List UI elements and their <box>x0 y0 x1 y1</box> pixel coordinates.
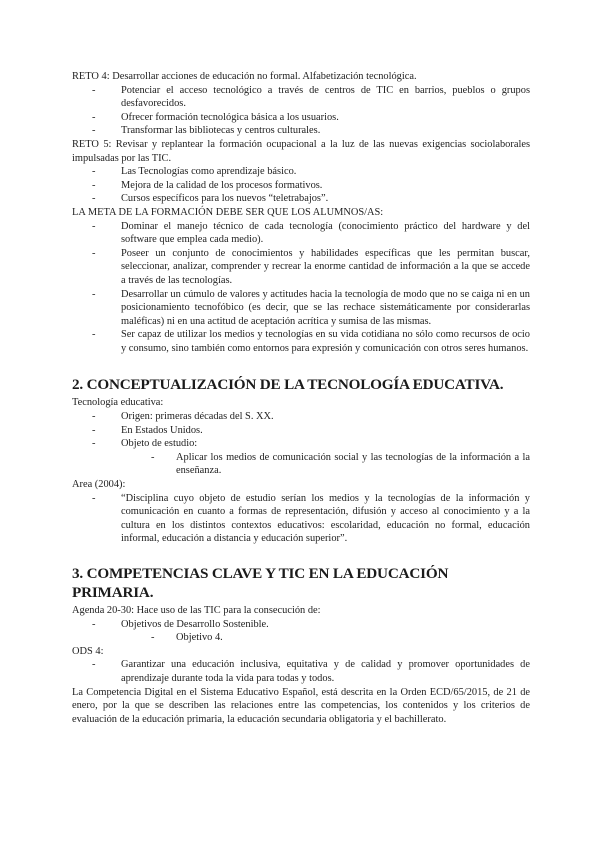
bullet-dash: - <box>92 125 96 137</box>
bullet-dash: - <box>92 220 96 232</box>
bullet-dash: - <box>92 438 96 450</box>
list-item: - Desarrollar un cúmulo de valores y actitudes hacia la tecnología de modo que no se caiga ni en un posicionamiento tecnofóbico (es decir, que se las rechace sistemáticamente por considerarlas maléficas) ni en una actitud de aceptación acrítica y sumisa de las mismas. <box>92 288 530 327</box>
section-2-list <box>72 410 530 478</box>
ods-list <box>72 658 530 685</box>
list-item: - Objetivos de Desarrollo Sostenible. - Objetivo 4. <box>112 618 530 645</box>
meta-list <box>72 220 530 356</box>
bullet-dash: - <box>92 179 96 191</box>
bullet-dash: - <box>92 111 96 123</box>
bullet-dash: - <box>92 288 96 300</box>
bullet-dash: - <box>92 659 96 671</box>
bullet-dash: - <box>92 247 96 259</box>
section-2-heading: 2. CONCEPTUALIZACIÓN DE LA TECNOLOGÍA EDUCATIVA. <box>72 376 504 394</box>
list-item: - Ofrecer formación tecnológica básica a los usuarios. <box>92 111 339 123</box>
area-label: Area (2004): <box>72 479 126 491</box>
bullet-dash: - <box>92 166 96 178</box>
section-2-sublist <box>121 451 530 478</box>
list-item: - Ser capaz de utilizar los medios y tecnologías en su vida cotidiana no sólo como recursos de ocio y consumo, sino también como entornos para expresión y comunicación con otros seres humanos. <box>92 329 530 354</box>
meta-title: LA META DE LA FORMACIÓN DEBE SER QUE LOS ALUMNOS/AS: <box>72 206 384 218</box>
sub-list-item: - Objetivo 4. <box>151 632 223 644</box>
list-item: - “Disciplina cuyo objeto de estudio serían los medios y la tecnologías de la información y comunicación en cuanto a formas de representación, difusión y acceso al conocimiento y a la cultura en los distintos contextos educativos: escolaridad, educación no formal, educación informal, educación a distancia y educación superior”. <box>92 492 530 545</box>
area-quote-list <box>72 492 530 546</box>
bullet-dash: - <box>92 411 96 423</box>
bullet-dash: - <box>92 492 96 504</box>
bullet-dash: - <box>92 329 96 341</box>
bullet-dash: - <box>151 632 155 644</box>
closing-paragraph: La Competencia Digital en el Sistema Educativo Español, está descrita en la Orden ECD/65/2015, de 21 de enero, por la que se describen las relaciones entre las competencias, los contenidos y los criterios de evaluación de la educación primaria, la educación secundaria obligatoria y el bachillerato. <box>72 686 530 725</box>
section-2-intro: Tecnología educativa: <box>72 397 164 409</box>
agenda-list <box>72 618 530 645</box>
section-3-heading: 3. COMPETENCIAS CLAVE Y TIC EN LA EDUCACIÓN PRIMARIA. <box>72 565 449 601</box>
list-item: - Origen: primeras décadas del S. XX. <box>92 411 274 423</box>
list-item: - Las Tecnologías como aprendizaje básico. <box>92 166 297 178</box>
sub-list-item: - Aplicar los medios de comunicación social y las tecnologías de la información a la enseñanza. <box>151 451 530 477</box>
agenda-sublist <box>121 631 530 645</box>
list-item: - Mejora de la calidad de los procesos formativos. <box>92 179 323 191</box>
reto4-list <box>72 84 530 138</box>
list-item: - Garantizar una educación inclusiva, equitativa y de calidad y promover oportunidades de aprendizaje durante toda la vida para todas y todos. <box>92 659 530 684</box>
list-item: - Transformar las bibliotecas y centros culturales. <box>92 125 321 137</box>
bullet-dash: - <box>92 424 96 436</box>
bullet-dash: - <box>92 84 96 96</box>
list-item: - Objeto de estudio: - Aplicar los medios de comunicación social y las tecnologías de la información a la enseñanza. <box>92 438 530 477</box>
reto4-title: RETO 4: Desarrollar acciones de educación no formal. Alfabetización tecnológica. <box>72 71 417 82</box>
list-item: - Poseer un conjunto de conocimientos y habilidades específicas que les permitan buscar, seleccionar, analizar, comprender y recrear la enorme cantidad de información a la que se accede a través de las tecnologías. <box>92 247 530 286</box>
list-item: - Dominar el manejo técnico de cada tecnología (conocimiento práctico del hardware y del software que emplea cada medio). <box>92 220 530 246</box>
list-item: - Potenciar el acceso tecnológico a través de centros de TIC en barrios, pueblos o grupos desfavorecidos. <box>92 84 530 110</box>
ods-label: ODS 4: <box>72 645 104 657</box>
bullet-dash: - <box>151 451 155 463</box>
reto5-title: RETO 5: Revisar y replantear la formación ocupacional a la luz de las nuevas exigencias sociolaborales impulsadas por las TIC. <box>72 138 530 164</box>
list-item: - Cursos específicos para los nuevos “teletrabajos”. <box>92 193 329 205</box>
bullet-dash: - <box>92 193 96 205</box>
agenda-line: Agenda 20-30: Hace uso de las TIC para la consecución de: <box>72 605 321 616</box>
reto5-list <box>72 165 530 206</box>
bullet-dash: - <box>92 618 96 630</box>
list-item: - En Estados Unidos. <box>92 424 203 436</box>
